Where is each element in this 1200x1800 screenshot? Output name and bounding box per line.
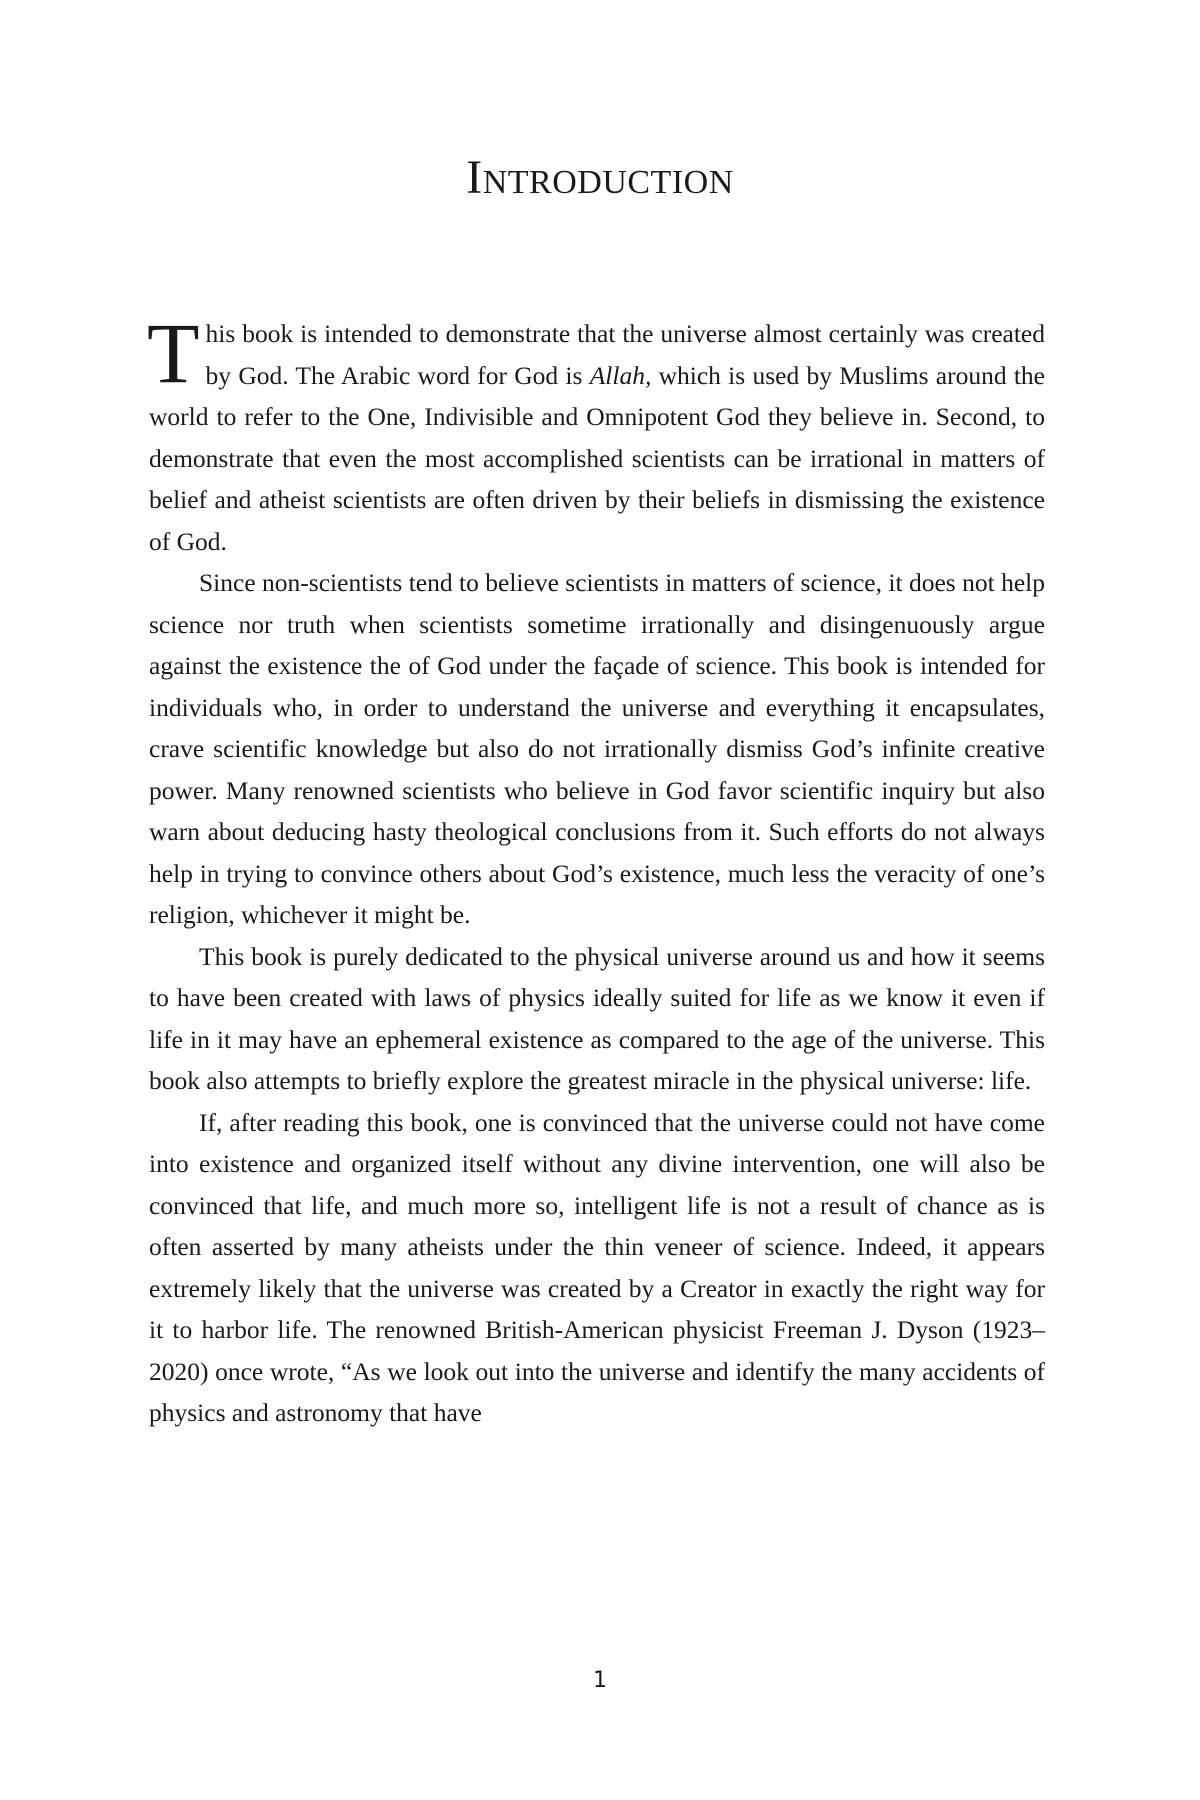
drop-cap: T xyxy=(147,305,200,401)
italic-term-allah: Allah, xyxy=(589,360,652,390)
chapter-title: Introduction xyxy=(466,151,734,204)
paragraph-3: This book is purely dedicated to the physical universe around us and how it seems to have been created with laws of physics ideally suited for life as we know it even if life in it may have an ephemeral existence as compared to the age of the universe. This book also attempts to briefly explore the greatest miracle in the physical universe: life. xyxy=(149,941,1045,1095)
paragraph-2: Since non-scientists tend to believe scientists in matters of science, it does not help science nor truth when scientists sometime irrationally and disingenuously argue against the existence the of God under the façade of science. This book is intended for individuals who, in order to understand the universe and everything it encapsulates, crave scientific knowledge but also do not irrationally dismiss God’s infinite creative power. Many renowned scientists who believe in God favor scientific inquiry but also warn about deducing hasty theological conclusions from it. Such efforts do not always help in trying to convince others about God’s existence, much less the veracity of one’s religion, whichever it might be. xyxy=(149,568,1045,929)
paragraph-1-text-end: which is used by Muslims around the world to refer to the One, Indivisible and Omnipotent God they believe in. Second, to demonstrate that even the most accomplished scientists can be irrational in matters of belief and atheist scientists are often driven by their beliefs in dismissing the existence of God. xyxy=(149,360,1046,556)
paragraph-1 xyxy=(147,305,1046,562)
paragraph-4: If, after reading this book, one is convinced that the universe could not have come into existence and organized itself without any divine intervention, one will also be convinced that life, and much more so, intelligent life is not a result of chance as is often asserted by many atheists under the thin veneer of science. Indeed, it appears extremely likely that the universe was created by a Creator in exactly the right way for it to harbor life. The renowned British-American physicist Freeman J. Dyson (1923–2020) once wrote, “As we look out into the universe and identify the many accidents of physics and astronomy that have xyxy=(149,1107,1045,1427)
page-number: 1 xyxy=(593,1668,607,1693)
paragraph-1-text-start: his book is intended to demonstrate that the universe almost certainly was created by God. The Arabic word for God is xyxy=(205,319,1045,390)
chapter-body xyxy=(147,305,1046,1434)
